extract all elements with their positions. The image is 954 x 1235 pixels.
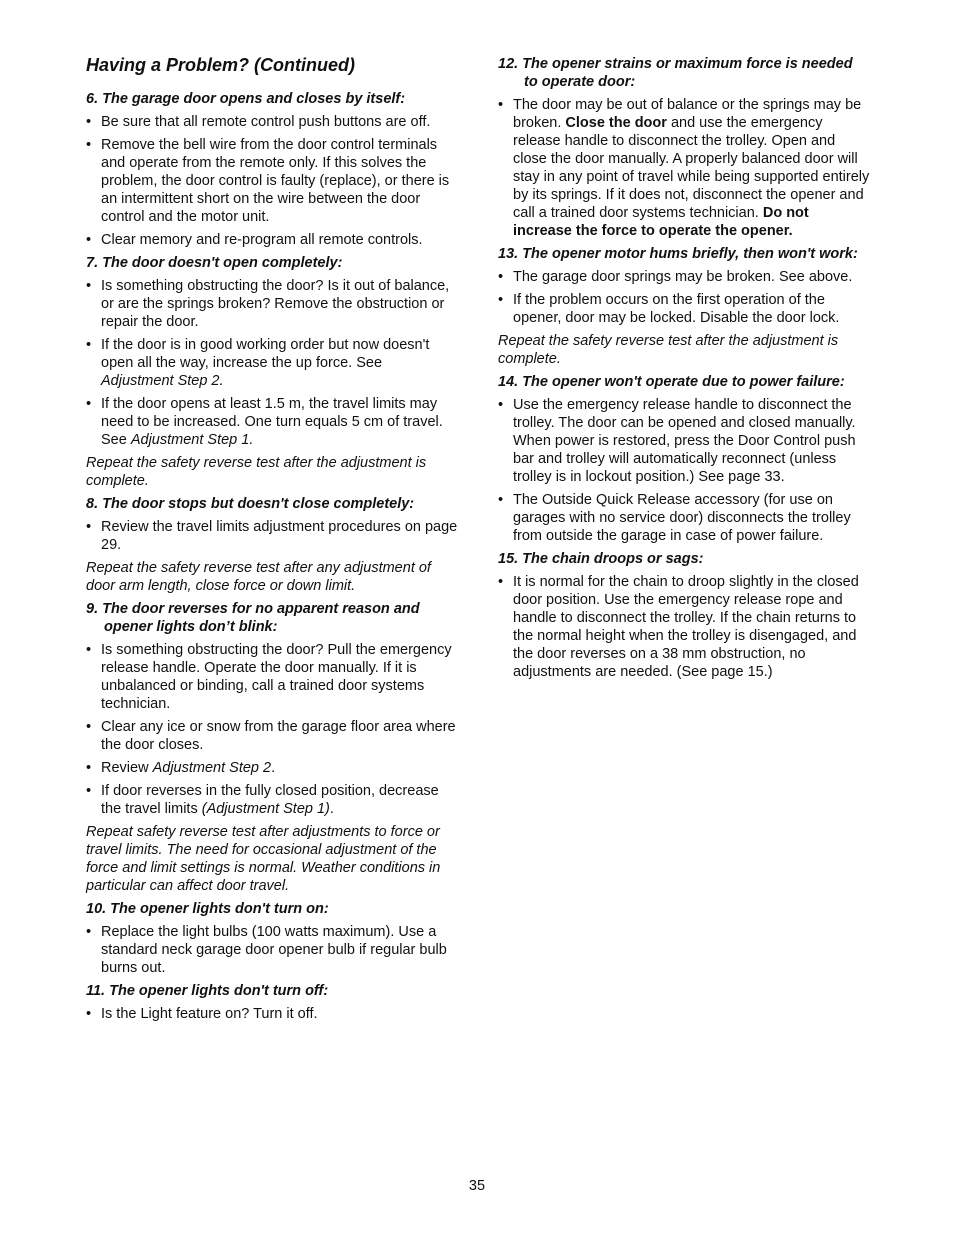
section-7-bullet-3-text: If the door opens at least 1.5 m, the travel limits may need to be increased. One turn equals 5 cm of travel. See: [101, 396, 443, 448]
section-6-bullet-2: • Remove the bell wire from the door control terminals and operate from the remote only. If this solves the problem, the door control is faulty (replace), or there is an intermittent short on the wire between the door control and the motor unit.: [86, 136, 458, 226]
section-6-heading: 6. The garage door opens and closes by itself:: [86, 91, 406, 107]
page-title: Having a Problem? (Continued): [86, 55, 356, 75]
section-9-bullet-4-end: .: [329, 801, 334, 817]
section-10-bullet-1: • Replace the light bulbs (100 watts maximum). Use a standard neck garage door opener bulb if regular bulb burns out.: [86, 923, 458, 977]
section-14-bullet-1: • Use the emergency release handle to disconnect the trolley. The door can be opened and closed manually. When power is restored, press the Door Control push bar and trolley will automatically reconnect (unless trolley is in lockout position.) See page 33.: [498, 396, 870, 486]
section-15-heading: 15. The chain droops or sags:: [498, 551, 704, 567]
section-14: [498, 373, 870, 545]
section-7: [86, 254, 458, 490]
left-column-body: [86, 90, 458, 1028]
section-7-bullet-2: [86, 336, 458, 390]
section-9: [86, 600, 458, 895]
section-7-heading: 7. The door doesn't open completely:: [86, 255, 343, 271]
section-12-bullet-1-text-b: and use the emergency release handle to disconnect the trolley. Open and close the door manually. A properly balanced door will stay in any point of travel while being supported entirely by its springs. If it does not, disconnect the opener and call a trained door systems technician.: [513, 115, 870, 221]
section-13: [498, 245, 870, 368]
section-12-bullet-1-bold-a: Close the door: [565, 115, 667, 131]
section-11-bullet-1: • Is the Light feature on? Turn it off.: [86, 1005, 458, 1023]
section-12: [498, 55, 870, 240]
section-12-bullet-1: [498, 96, 870, 240]
section-9-bullet-3-text: Review: [101, 760, 153, 776]
section-7-bullet-3: [86, 395, 458, 449]
section-12-bullet-1-text-a: The door may be out of balance or the springs may be broken.: [513, 97, 862, 131]
section-9-bullet-3: [86, 759, 458, 777]
section-9-bullet-3-end: .: [271, 760, 276, 776]
section-12-heading: 12. The opener strains or maximum force is needed to operate door:: [498, 56, 853, 90]
section-7-note: Repeat the safety reverse test after the adjustment is complete.: [86, 455, 427, 489]
section-12-bullet-1-bold-b: Do not increase the force to operate the opener.: [513, 205, 809, 239]
section-13-bullet-1: • The garage door springs may be broken. See above.: [498, 268, 870, 286]
section-15: [498, 550, 870, 681]
section-9-heading: 9. The door reverses for no apparent reason and opener lights don’t blink:: [86, 601, 420, 635]
section-11: [86, 982, 458, 1023]
section-6-bullet-3: • Clear memory and re-program all remote controls.: [86, 231, 458, 249]
section-10: [86, 900, 458, 977]
section-8-heading: 8. The door stops but doesn't close completely:: [86, 496, 415, 512]
section-10-heading: 10. The opener lights don't turn on:: [86, 901, 329, 917]
section-14-heading: 14. The opener won't operate due to power failure:: [498, 374, 845, 390]
section-9-bullet-2: • Clear any ice or snow from the garage floor area where the door closes.: [86, 718, 458, 754]
section-13-heading: 13. The opener motor hums briefly, then won't work:: [498, 246, 858, 262]
section-6: [86, 90, 458, 249]
right-column-body: [498, 55, 870, 686]
section-13-bullet-2: • If the problem occurs on the first operation of the opener, door may be locked. Disable the door lock.: [498, 291, 870, 327]
section-9-bullet-1: • Is something obstructing the door? Pull the emergency release handle. Operate the door manually. If it is unbalanced or binding, call a trained door systems technician.: [86, 641, 458, 713]
section-9-note: Repeat safety reverse test after adjustments to force or travel limits. The need for occasional adjustment of the force and limit settings is normal. Weather conditions in particular can affect door travel.: [86, 824, 441, 894]
section-9-bullet-4: [86, 782, 458, 818]
section-13-note: Repeat the safety reverse test after the adjustment is complete.: [498, 333, 839, 367]
page-number: 35: [468, 1178, 486, 1194]
section-8-note: Repeat the safety reverse test after any adjustment of door arm length, close force or down limit.: [86, 560, 431, 594]
section-9-bullet-4-text: If door reverses in the fully closed position, decrease the travel limits: [101, 783, 439, 817]
section-8: [86, 495, 458, 595]
section-14-bullet-2: • The Outside Quick Release accessory (for use on garages with no service door) disconnects the trolley from outside the garage in case of power failure.: [498, 491, 870, 545]
section-6-bullet-1: • Be sure that all remote control push buttons are off.: [86, 113, 458, 131]
section-11-heading: 11. The opener lights don't turn off:: [86, 983, 329, 999]
section-9-bullet-4-ref: (Adjustment Step 1): [201, 801, 330, 817]
section-7-bullet-2-ref: Adjustment Step 2.: [101, 373, 224, 389]
section-9-bullet-3-ref: Adjustment Step 2: [152, 760, 272, 776]
section-7-bullet-2-text: If the door is in good working order but now doesn't open all the way, increase the up force. See: [101, 337, 430, 371]
section-15-bullet-1: • It is normal for the chain to droop slightly in the closed door position. Use the emergency release rope and handle to disconnect the trolley. If the chain returns to the normal height when the trolley is disengaged, and the door reverses on a 38 mm obstruction, no adjustments are needed. (See page 15.): [498, 573, 870, 681]
section-7-bullet-1: • Is something obstructing the door? Is it out of balance, or are the springs broken? Remove the obstruction or repair the door.: [86, 277, 458, 331]
section-8-bullet-1: • Review the travel limits adjustment procedures on page 29.: [86, 518, 458, 554]
section-7-bullet-3-ref: Adjustment Step 1.: [130, 432, 254, 448]
